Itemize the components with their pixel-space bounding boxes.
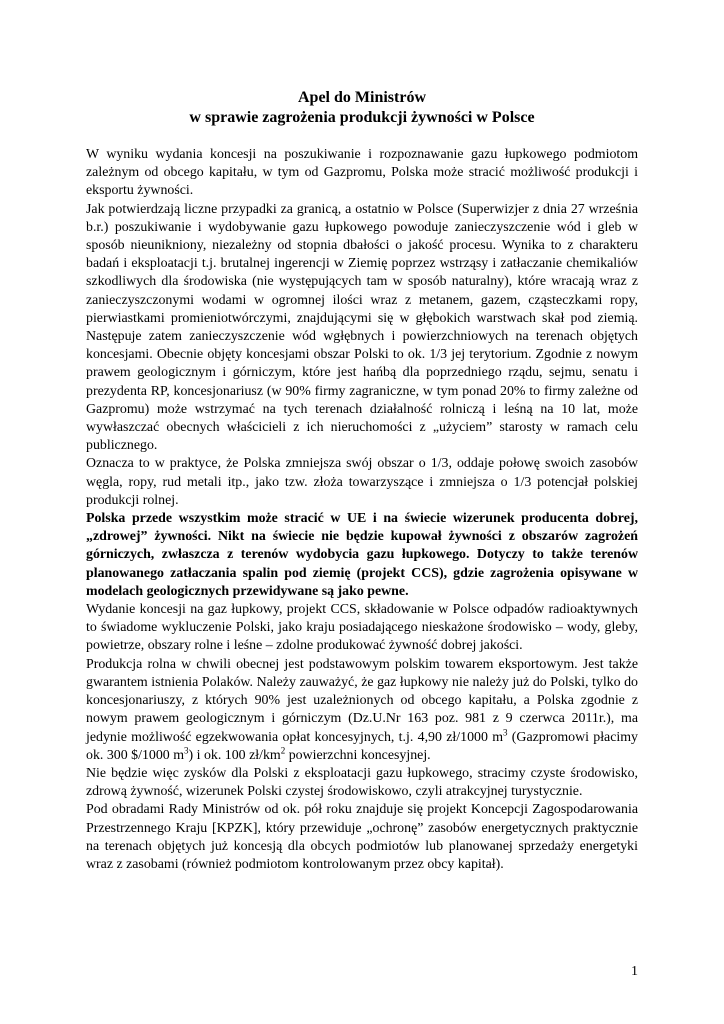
paragraph-kpzk: Pod obradami Rady Ministrów od ok. pół roku znajduje się projekt Koncepcji Zagospodarowania Przestrzennego Kraju [KPZK], który przewiduje „ochronę” zasobów energetycznych praktycznie na terenach objętych już koncesją dla obcych podmiotów lub planowanej sprzedaży energetyki wraz z zasobami (również podmiotom kontrolowanym przez obcy kapitał).	[86, 802, 638, 872]
paragraph-agriculture-text-b: (Gazpromowi płacimy ok. 300 $/1000 m	[86, 729, 638, 763]
paragraph-agriculture-text-c: ) i ok. 100 zł/km	[188, 747, 281, 763]
paragraph-agriculture-text-a: Produkcja rolna w chwili obecnej jest podstawowym polskim towarem eksportowym. Jest także gwarantem istnienia Polaków. Należy zauważyć, że gaz łupkowy nie należy już do Polski, tylko do koncesjonariuszy, z których 90% jest uzależnionych od obcego kapitału, a Polska zgodnie z nowym prawem geologicznym i górniczym (Dz.U.Nr 163 poz. 981 z 9 czerwca 2011r.), ma jedynie możliwość egzekwowania opłat koncesyjnych, t.j. 4,90 zł/1000 m	[86, 656, 638, 745]
paragraph-image-loss: Polska przede wszystkim może stracić w UE i na świecie wizerunek producenta dobrej, „zdrowej” żywności. Nikt na świecie nie będzie kupował żywności z obszarów zagrożeń górniczych, zwłaszcza z terenów wydobycia gazu łupkowego. Dotyczy to także terenów planowanego zatłaczania spalin pod ziemię (projekt CCS), gdzie zagrożenia opisywane w modelach geologicznych przewidywane są jako pewne.	[86, 511, 638, 599]
paragraph-consequences: Oznacza to w praktyce, że Polska zmniejsza swój obszar o 1/3, oddaje połowę swoich zasobów węgla, ropy, rud metali itp., jako tzw. złoża towarzyszące i zmniejsza o 1/3 potencjał polskiej produkcji rolnej.	[86, 456, 638, 508]
superscript-square: 2	[280, 745, 286, 756]
paragraph-agriculture	[86, 656, 638, 765]
paragraph-exclusion: Wydanie koncesji na gaz łupkowy, projekt CCS, składowanie w Polsce odpadów radioaktywnych to świadome wykluczenie Polski, jako kraju posiadającego nieskażone środowisko – wody, gleby, powietrze, obszary rolne i leśne – zdolne produkować żywność dobrej jakości.	[86, 602, 638, 654]
paragraph-intro: W wyniku wydania koncesji na poszukiwanie i rozpoznawanie gazu łupkowego podmiotom zależnym od obcego kapitału, w tym od Gazpromu, Polska może stracić możliwość produkcji i eksportu żywności.	[86, 147, 638, 199]
paragraph-agriculture-text-d: powierzchni koncesyjnej.	[285, 747, 431, 763]
title-line-2: w sprawie zagrożenia produkcji żywności w Polsce	[189, 109, 535, 126]
superscript-cubic-2: 3	[184, 745, 189, 756]
page-number: 1	[631, 964, 638, 979]
paragraph-contamination: Jak potwierdzają liczne przypadki za granicą, a ostatnio w Polsce (Superwizjer z dnia 27 września b.r.) poszukiwanie i wydobywanie gazu łupkowego powoduje zanieczyszczenie wód i gleb w sposób nieunikniony, niezależny od stopnia dbałości o jakość procesu. Wynika to z charakteru badań i eksploatacji t.j. brutalnej ingerencji w Ziemię poprzez wstrząsy i zatłaczanie chemikaliów szkodliwych dla środowiska (nie występujących tam w sposób naturalny), które wracają wraz z zanieczyszczonymi wodami w ogromnej ilości wraz z metanem, gazem, cząsteczkami ropy, pierwiastkami promieniotwórczymi, znajdującymi się w głębokich warstwach skał pod ziemią. Następuje zatem zanieczyszczenie wód wgłębnych i powierzchniowych na terenach objętych koncesjami. Obecnie objęty koncesjami obszar Polski to ok. 1/3 jej terytorium. Zgodnie z nowym prawem geologicznym i górniczym, które jest hańbą dla poprzedniego rządu, sejmu, senatu i prezydenta RP, koncesjonariusz (w 90% firmy zagraniczne, w tym ponad 20% to firmy zależne od Gazpromu) może wstrzymać na tych terenach działalność rolniczą i leśną na 10 lat, może wywłaszczać obecnych właścicieli z ich nieruchomości z „użyciem” starosty w ramach celu publicznego.	[86, 201, 638, 454]
paragraph-no-profits: Nie będzie więc zysków dla Polski z eksploatacji gazu łupkowego, stracimy czyste środowisko, zdrową żywność, wizerunek Polski czystej środowiskowo, czyli atrakcyjnej turystycznie.	[86, 765, 638, 800]
document-body	[86, 146, 638, 874]
title-line-1: Apel do Ministrów	[298, 89, 426, 106]
superscript-cubic-1: 3	[503, 726, 508, 737]
document-title	[86, 88, 638, 128]
